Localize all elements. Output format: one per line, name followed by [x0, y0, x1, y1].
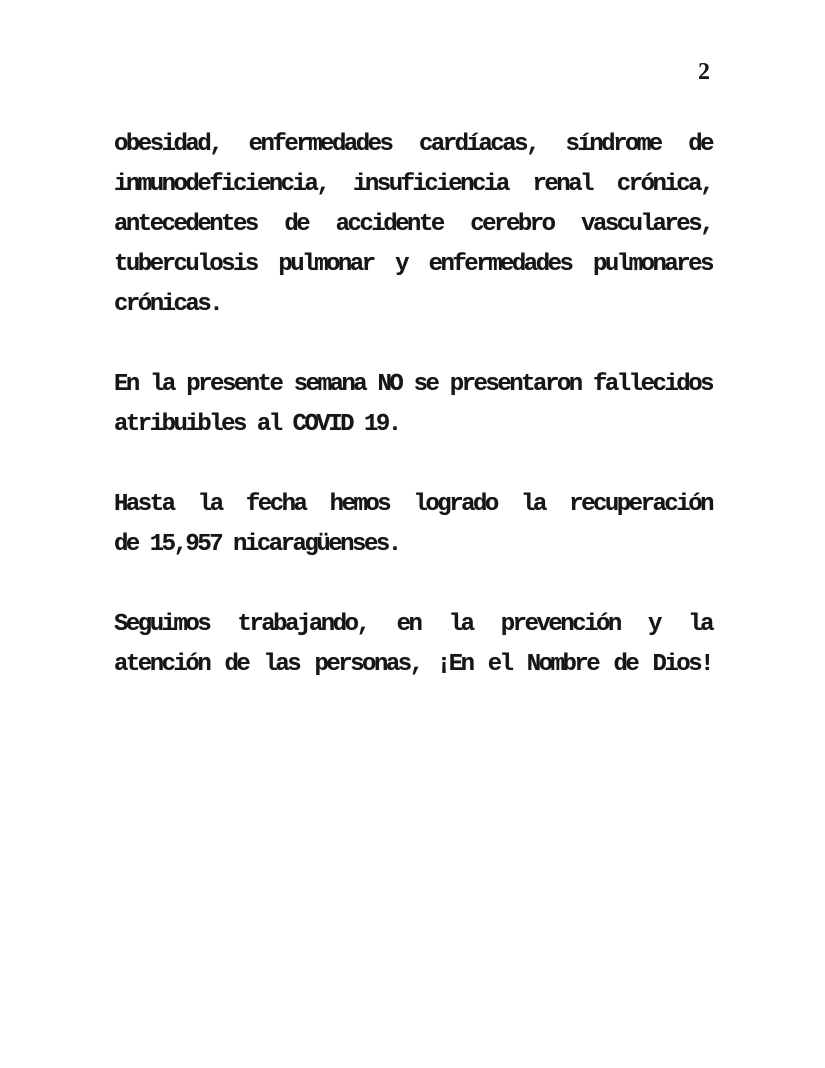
text-line: Hasta la fecha hemos logrado la recuperación [114, 491, 712, 518]
text-line: atribuibles al COVID 19. [114, 411, 400, 438]
text-line: tuberculosis pulmonar y enfermedades pulmonares [114, 251, 712, 278]
page-number: 2 [698, 59, 710, 85]
paragraph-comorbidities [114, 125, 712, 325]
paragraph-deaths [114, 365, 712, 445]
text-line: de 15,957 nicaragüenses. [114, 531, 400, 558]
text-line: crónicas. [114, 291, 222, 318]
document-page [114, 58, 712, 725]
paragraph-recovered [114, 485, 712, 565]
text-line: obesidad, enfermedades cardíacas, síndrome de [114, 131, 712, 158]
text-line: inmunodeficiencia, insuficiencia renal crónica, [114, 171, 712, 198]
text-line: antecedentes de accidente cerebro vasculares, [114, 211, 712, 238]
text-line: Seguimos trabajando, en la prevención y la [114, 611, 712, 638]
text-line: atención de las personas, ¡En el Nombre de Dios! [114, 651, 712, 678]
text-line: En la presente semana NO se presentaron fallecidos [114, 371, 712, 398]
paragraph-closing [114, 605, 712, 685]
